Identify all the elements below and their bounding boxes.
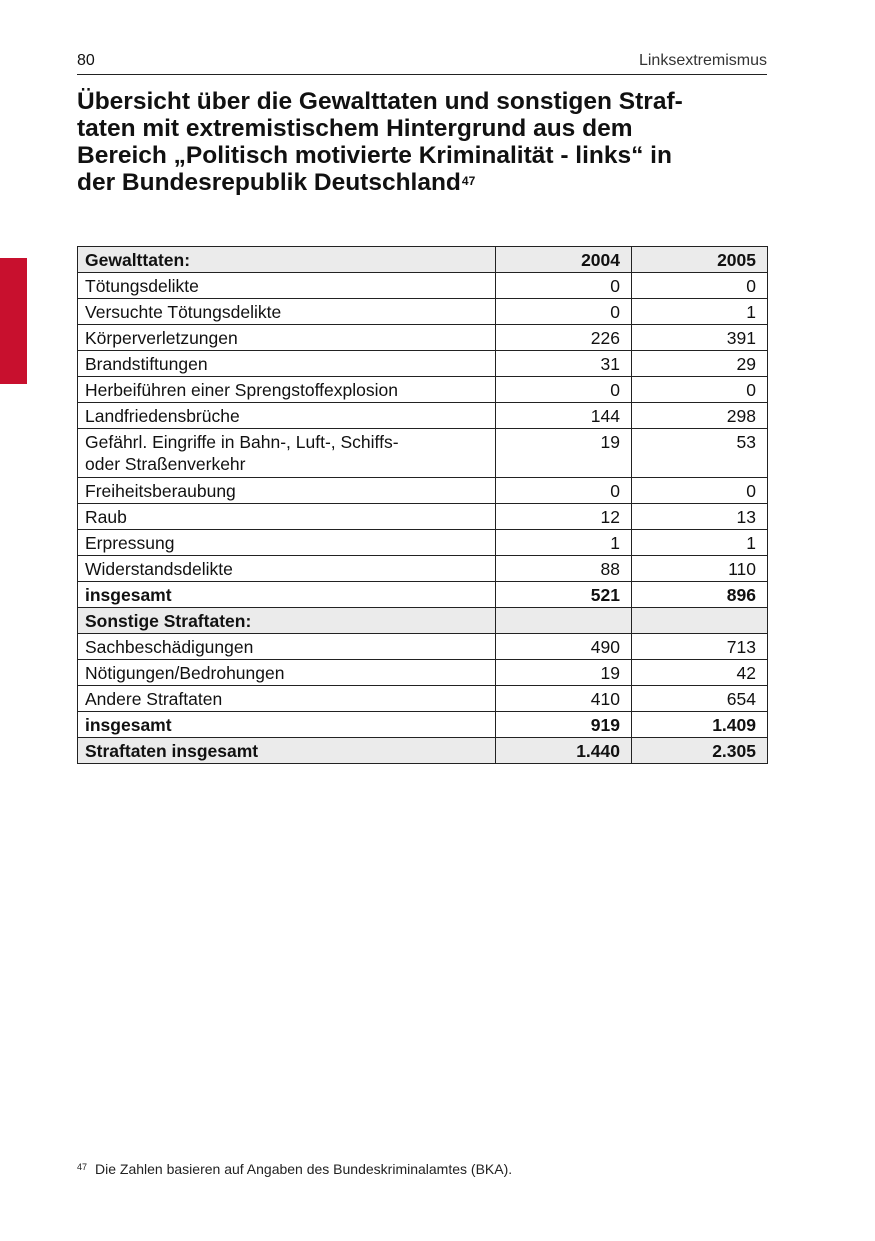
row-label: Sachbeschädigungen <box>78 634 496 660</box>
table-row <box>78 686 768 712</box>
table-row <box>78 478 768 504</box>
row-value-2005: 1 <box>632 530 768 556</box>
row-label: Straftaten insgesamt <box>78 738 496 764</box>
row-value-2005: 1 <box>632 299 768 325</box>
footnote-text: Die Zahlen basieren auf Angaben des Bundeskriminalamtes (BKA). <box>95 1161 513 1177</box>
row-value-2004: 0 <box>496 377 632 403</box>
page-title <box>77 88 767 196</box>
row-value-2004: 1.440 <box>496 738 632 764</box>
subtotal-row <box>78 582 768 608</box>
row-value-2005: 391 <box>632 325 768 351</box>
row-value-2004: 19 <box>496 660 632 686</box>
row-value-2004: 0 <box>496 478 632 504</box>
row-value-2005: 29 <box>632 351 768 377</box>
subtotal-row <box>78 712 768 738</box>
row-value-2004: 410 <box>496 686 632 712</box>
page-header <box>77 52 767 75</box>
title-line-2: taten mit extremistischem Hintergrund aus dem <box>77 115 633 142</box>
footnote-mark: 47 <box>77 1162 88 1172</box>
chapter-side-tab <box>0 258 27 384</box>
table-row <box>78 504 768 530</box>
row-label: Freiheitsberaubung <box>78 478 496 504</box>
row-label-line-1: Gefährl. Eingriffe in Bahn-, Luft-, Schiffs- <box>85 432 399 452</box>
table-row <box>78 530 768 556</box>
row-value-2004: 31 <box>496 351 632 377</box>
table-row <box>78 634 768 660</box>
row-value-2004: 521 <box>496 582 632 608</box>
table-header-row <box>78 247 768 273</box>
table-row <box>78 429 768 478</box>
table-header-label: Gewalttaten: <box>78 247 496 273</box>
row-value-2005: 42 <box>632 660 768 686</box>
row-value-2004: 144 <box>496 403 632 429</box>
title-line-4: der Bundesrepublik Deutschland <box>77 169 461 196</box>
row-value-2004: 490 <box>496 634 632 660</box>
row-value-2005: 0 <box>632 273 768 299</box>
row-label: Landfriedensbrüche <box>78 403 496 429</box>
grand-total-row <box>78 738 768 764</box>
row-label: Herbeiführen einer Sprengstoffexplosion <box>78 377 496 403</box>
row-label: Widerstandsdelikte <box>78 556 496 582</box>
section-label: Sonstige Straftaten: <box>78 608 496 634</box>
table-header-year-2005: 2005 <box>632 247 768 273</box>
row-label <box>78 429 496 478</box>
row-label: Erpressung <box>78 530 496 556</box>
row-label: Tötungsdelikte <box>78 273 496 299</box>
table-row <box>78 660 768 686</box>
row-value-2005: 110 <box>632 556 768 582</box>
table-row <box>78 351 768 377</box>
row-label: insgesamt <box>78 712 496 738</box>
table-row <box>78 403 768 429</box>
row-label: Versuchte Tötungsdelikte <box>78 299 496 325</box>
row-value-2005: 53 <box>632 429 768 478</box>
row-value-2005: 0 <box>632 377 768 403</box>
title-footnote-ref: 47 <box>461 174 476 188</box>
row-label-line-2: oder Straßenverkehr <box>85 454 246 474</box>
section-header-row <box>78 608 768 634</box>
row-value-2005: 0 <box>632 478 768 504</box>
title-line-1: Übersicht über die Gewalttaten und sonstigen Straf- <box>77 88 683 115</box>
table-row <box>78 377 768 403</box>
row-value-2005: 896 <box>632 582 768 608</box>
row-value-2004: 0 <box>496 273 632 299</box>
row-value-2005: 713 <box>632 634 768 660</box>
crime-statistics-table <box>77 246 768 764</box>
row-label: Raub <box>78 504 496 530</box>
row-label: Brandstiftungen <box>78 351 496 377</box>
table-row <box>78 325 768 351</box>
table-row <box>78 556 768 582</box>
row-value-2004: 226 <box>496 325 632 351</box>
row-value-2005: 1.409 <box>632 712 768 738</box>
row-value-2005: 654 <box>632 686 768 712</box>
row-value-2005: 2.305 <box>632 738 768 764</box>
row-value-2004: 12 <box>496 504 632 530</box>
row-value-2005: 298 <box>632 403 768 429</box>
row-label: Andere Straftaten <box>78 686 496 712</box>
footnote <box>77 1161 512 1177</box>
row-label: Nötigungen/Bedrohungen <box>78 660 496 686</box>
row-value-2004: 1 <box>496 530 632 556</box>
table-row <box>78 299 768 325</box>
row-value-2004: 88 <box>496 556 632 582</box>
page-number: 80 <box>77 52 95 69</box>
row-label: Körperverletzungen <box>78 325 496 351</box>
row-value-2004 <box>496 608 632 634</box>
row-value-2005 <box>632 608 768 634</box>
row-value-2004: 19 <box>496 429 632 478</box>
row-value-2004: 919 <box>496 712 632 738</box>
table-row <box>78 273 768 299</box>
title-line-3: Bereich „Politisch motivierte Kriminalität - links“ in <box>77 142 672 169</box>
table-header-year-2004: 2004 <box>496 247 632 273</box>
row-label: insgesamt <box>78 582 496 608</box>
row-value-2004: 0 <box>496 299 632 325</box>
running-head: Linksextremismus <box>638 52 767 69</box>
row-value-2005: 13 <box>632 504 768 530</box>
